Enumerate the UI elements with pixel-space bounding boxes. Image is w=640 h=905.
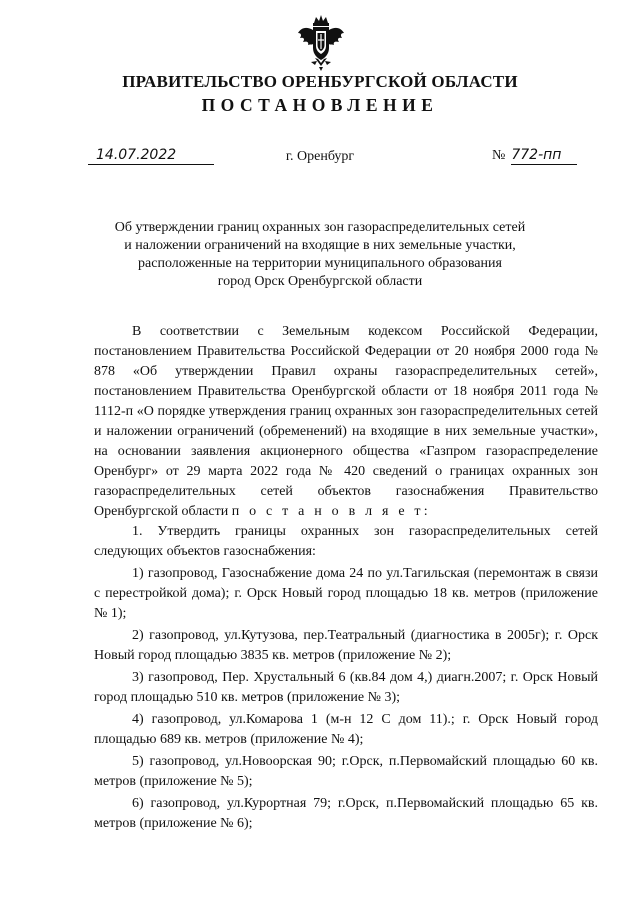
document-type: ПОСТАНОВЛЕНИЕ: [201, 95, 439, 115]
document-title: [0, 219, 640, 291]
government-title: ПРАВИТЕЛЬСТВО ОРЕНБУРГСКОЙ ОБЛАСТИ: [122, 72, 518, 91]
preamble: [94, 322, 598, 522]
preamble-text: В соответствии с Земельным кодексом Российской Федерации, постановлением Правительства Российской Федерации от 20 ноября 2000 года № 878 «Об утверждении Правил охраны газораспределительных сетей», постановлением Правительства Оренбургской области от 18 ноября 2011 года № 1112-п «О порядке утверждения границ охранных зон газораспределительных сетей и наложении ограничений (обременений) на входящие в них земельные участки», на основании заявления акционерного общества «Газпром газораспределение Оренбург» от 29 марта 2022 года № 420 сведений о границах охранных зон газораспределительных сетей объектов газоснабжения Правительство Оренбургской области: [94, 324, 598, 519]
document-city: г. Оренбург: [285, 149, 355, 164]
list-item: 4) газопровод, ул.Комарова 1 (м-н 12 С дом 11).; г. Орск Новый город площадью 689 кв. метров (приложение № 4);: [94, 712, 598, 747]
number-value: 772-пп: [511, 147, 577, 165]
title-line: город Орск Оренбургской области: [217, 274, 423, 289]
title-line: Об утверждении границ охранных зон газораспределительных сетей: [114, 220, 526, 235]
document-body: [94, 322, 598, 834]
title-line: расположенные на территории муниципального образования: [138, 256, 502, 271]
point-1: 1. Утвердить границы охранных зон газораспределительных сетей следующих объектов газоснабжения:: [94, 524, 598, 559]
document-number: [492, 147, 577, 165]
list-item: 2) газопровод, ул.Кутузова, пер.Театральный (диагностика в 2005г); г. Орск Новый город площадью 3835 кв. метров (приложение № 2);: [94, 628, 598, 663]
list-item: 1) газопровод, Газоснабжение дома 24 по ул.Тагильская (перемонтаж в связи с перестройкой дома); г. Орск Новый город площадью 18 кв. метров (приложение № 1);: [94, 566, 598, 621]
resolves-text: п о с т а н о в л я е т:: [231, 504, 431, 519]
number-sign: №: [492, 148, 506, 163]
document-date: 14.07.2022: [88, 147, 214, 165]
list-item: 6) газопровод, ул.Курортная 79; г.Орск, п.Первомайский площадью 65 кв. метров (приложение № 6);: [94, 796, 598, 831]
list-item: 3) газопровод, Пер. Хрустальный 6 (кв.84 дом 4,) диагн.2007; г. Орск Новый город площадью 510 кв. метров (приложение № 3);: [94, 670, 598, 705]
coat-of-arms-icon: [297, 14, 345, 72]
list-item: 5) газопровод, ул.Новоорская 90; г.Орск, п.Первомайский площадью 60 кв. метров (приложение № 5);: [94, 754, 598, 789]
title-line: и наложении ограничений на входящие в них земельные участки,: [124, 238, 516, 253]
